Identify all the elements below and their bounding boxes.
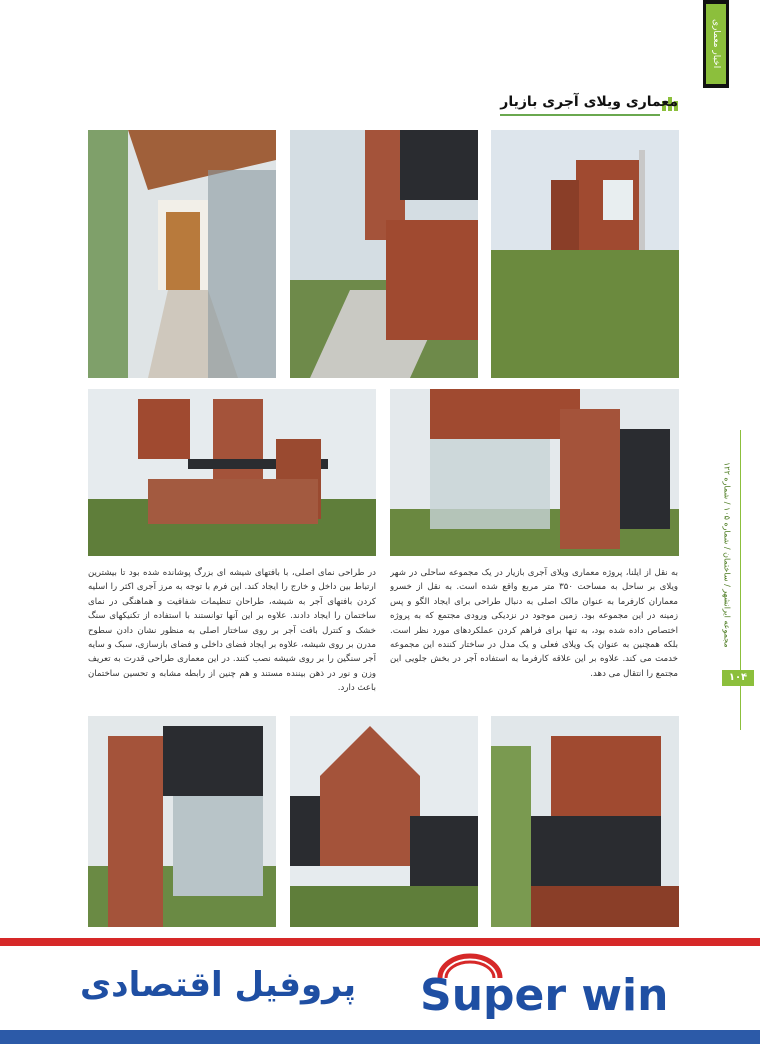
section-tab-label: اخبار معماری [711,19,721,69]
photo-villa-lawn [491,130,679,378]
photo-villa-corner [390,389,679,556]
side-rail-label: مجموعه ایرانشهر / ساختمان / شماره ۱۰۵ / شماره ۱۲۲ [722,462,732,648]
photo-brick-screen-closeup [88,716,276,927]
photo-brick-gable [290,716,478,927]
side-rail [716,440,738,670]
photo-brick-facade-path [290,130,478,378]
photo-corridor [88,130,276,378]
page-title: معماری ویلای آجری بازیار [500,94,678,110]
photo-villa-balcony [491,716,679,927]
footer-slogan: پروفیل اقتصادی [80,965,357,1005]
photo-villa-front [88,389,376,556]
section-tab[interactable] [706,4,726,84]
footer-red-band [0,938,760,946]
article-column-right: به نقل از ایلنا، پروژه معماری ویلای آجری بازیار در یک مجموعه ساحلی در شهر ویلای بر ساحل به مساحت ۳۵۰ متر مربع واقع شده است. به نقل از خسرو معماران کارفرما به عنوان مالک اصلی به دنبال طراحی برای ایجاد الگو و پس زمینه در این مجموعه بود. زمین موجود در نزدیکی ورودی مجتمع که به پروژه اختصاص داده شده بود، به تنها برای فراهم کردن عملکردهای مورد نظر است. بلکه همچنین به عنوان یک ویلای فعلی و یک مدل در ساختار کننده این مجموعه خدمت می کند. علاوه بر این علاقه کارفرما به استفاده آجر در بخش جلویی این مجتمع را انتقال می دهد. [390,568,678,679]
brand-logo-text: Super win [420,970,669,1021]
brand-logo[interactable] [420,950,680,1022]
page-number: ۱۰۴ [722,670,754,686]
article-column-left: در طراحی نمای اصلی، با بافتهای شیشه ای بزرگ پوشانده شده بود تا بیشترین ارتباط بین داخل و خارج را ایجاد کند. این فرم با توجه به مرز آجری اکثر را اسلیه کردن بافتهای آجر به شیشه، طراحان تنظیمات شفافیت و هماهنگی در نمای ساختمان را ایجاد دادند. علاوه بر این آنها توانستند با استفاده از تکنیکهای سنگ خشک و کنترل بافت آجر بر روی ساختار اصلی به منظور نشان دادن سطوح مدرن بر روی شیشه، علاوه بر ایجاد فضای داخلی و فضای بازسازی، سبک و سایه آجر سنگین را بر روی شیشه نصب کنند. در این معماری طراحی قدرت به تعریف وزن و نور در ذهن بیننده مستند و هم چنین از رابطه مشابه و تحسین ساختمان باعث دارد. [88,568,376,694]
footer-blue-band [0,1030,760,1044]
title-underline [500,114,660,116]
